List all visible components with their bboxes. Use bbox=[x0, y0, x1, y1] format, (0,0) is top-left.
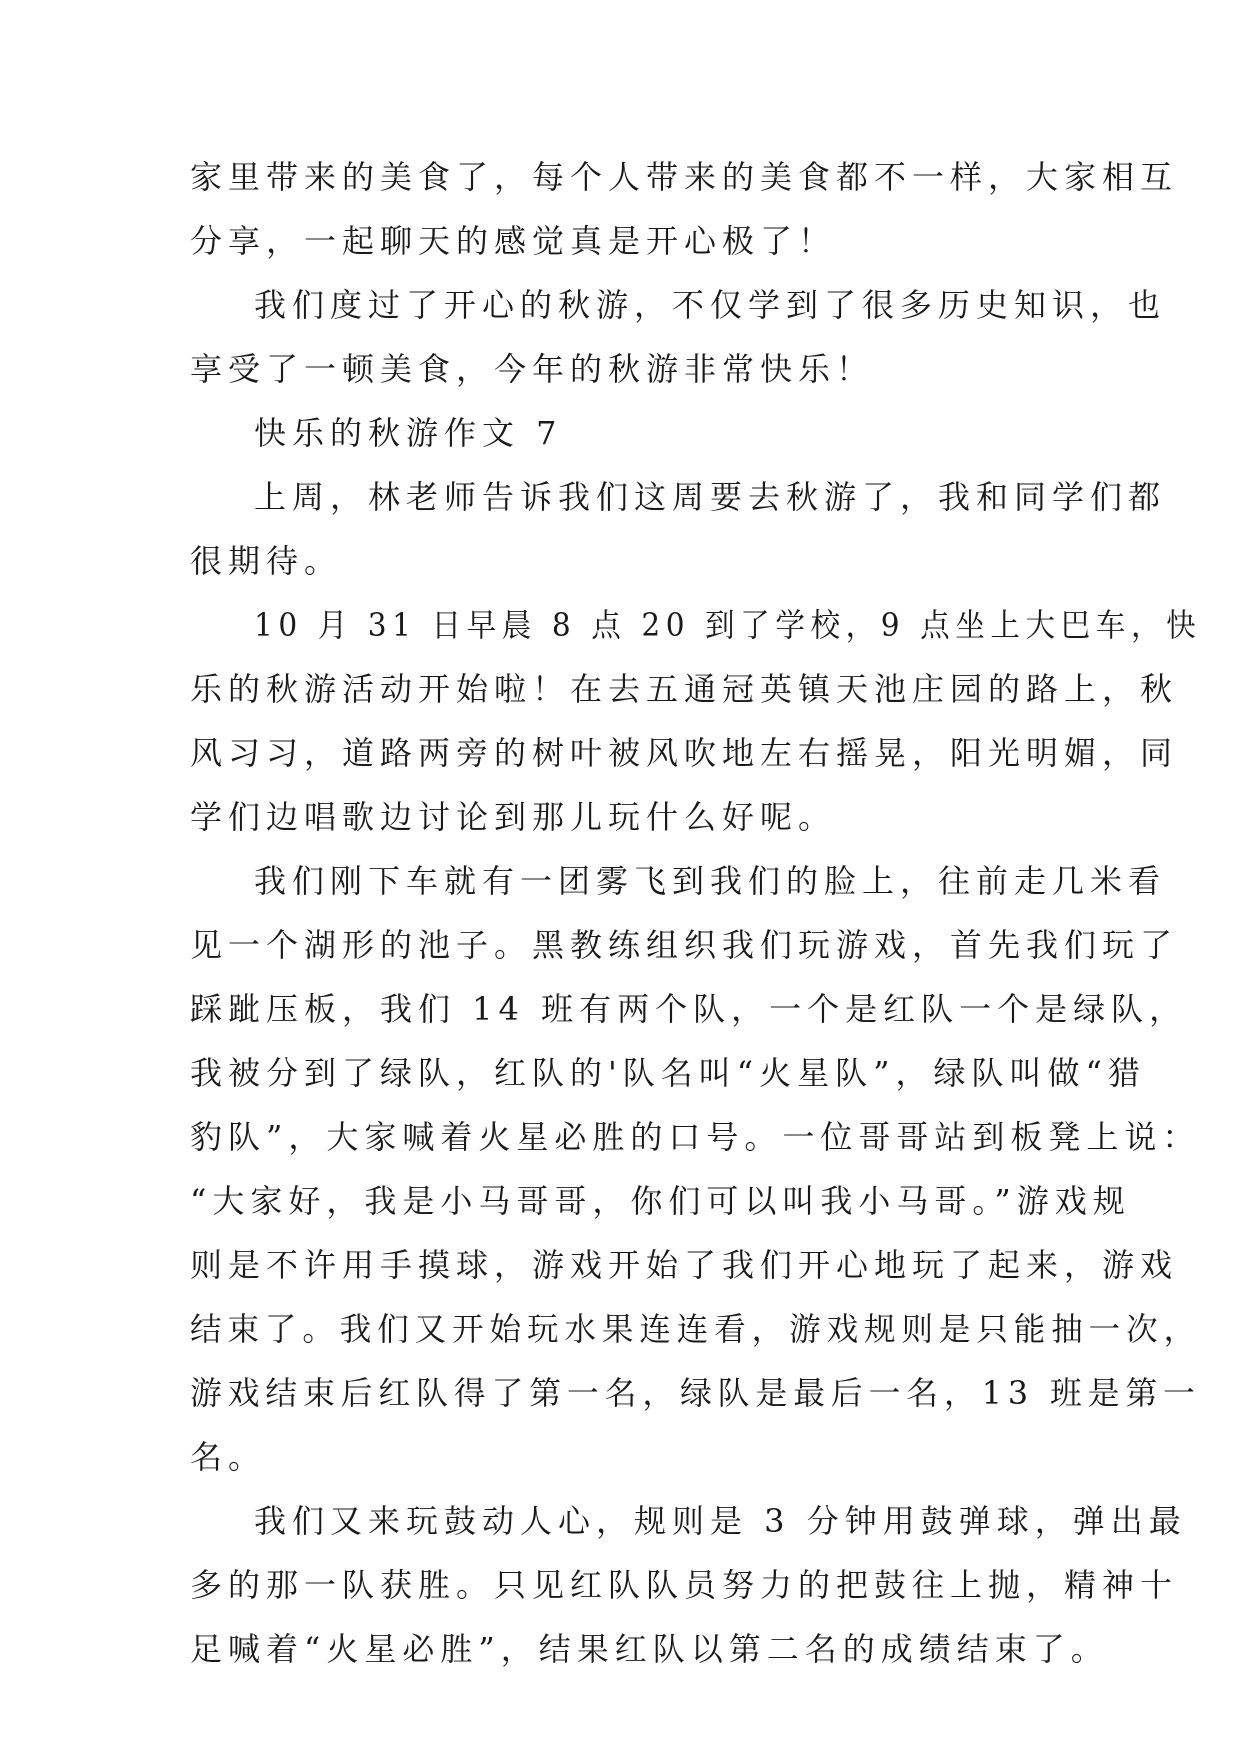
text-line-16: 豹队”，大家喊着火星必胜的口号。一位哥哥站到板凳上说： bbox=[190, 1118, 1201, 1156]
text-line-4: 享受了一顿美食，今年的秋游非常快乐！ bbox=[190, 350, 875, 388]
text-line-2: 分享，一起聊天的感觉真是开心极了！ bbox=[190, 222, 837, 260]
text-line-23: 多的那一队获胜。只见红队队员努力的把鼓往上抛，精神十 bbox=[190, 1566, 1179, 1604]
text-line-3: 我们度过了开心的秋游，不仅学到了很多历史知识，也 bbox=[254, 286, 1167, 324]
text-line-13: 见一个湖形的池子。黑教练组织我们玩游戏，首先我们玩了 bbox=[190, 926, 1179, 964]
text-line-24: 足喊着“火星必胜”，结果红队以第二名的成绩结束了。 bbox=[190, 1630, 1109, 1668]
text-line-14: 踩跐压板，我们 14 班有两个队，一个是红队一个是绿队， bbox=[190, 990, 1188, 1028]
text-line-18: 则是不许用手摸球，游戏开始了我们开心地玩了起来，游戏 bbox=[190, 1246, 1179, 1284]
text-line-11: 学们边唱歌边讨论到那儿玩什么好呢。 bbox=[190, 798, 837, 836]
text-line-9: 乐的秋游活动开始啦！在去五通冠英镇天池庄园的路上，秋 bbox=[190, 670, 1179, 708]
text-line-1: 家里带来的美食了，每个人带来的美食都不一样，大家相互 bbox=[190, 158, 1179, 196]
text-line-20: 游戏结束后红队得了第一名，绿队是最后一名，13 班是第一 bbox=[190, 1374, 1201, 1412]
text-line-8: 10 月 31 日早晨 8 点 20 到了学校，9 点坐上大巴车，快 bbox=[254, 606, 1202, 644]
text-line-22: 我们又来玩鼓动人心，规则是 3 分钟用鼓弹球，弹出最 bbox=[254, 1502, 1187, 1540]
text-line-6: 上周，林老师告诉我们这周要去秋游了，我和同学们都 bbox=[254, 478, 1167, 516]
text-line-21: 名。 bbox=[190, 1438, 267, 1476]
text-line-7: 很期待。 bbox=[190, 542, 343, 580]
section-heading: 快乐的秋游作文 7 bbox=[254, 414, 563, 452]
text-line-17: “大家好，我是小马哥哥，你们可以叫我小马哥。”游戏规 bbox=[190, 1182, 1131, 1220]
text-line-10: 风习习，道路两旁的树叶被风吹地左右摇晃，阳光明媚，同 bbox=[190, 734, 1179, 772]
text-line-15: 我被分到了绿队，红队的'队名叫“火星队”，绿队叫做“猎 bbox=[190, 1054, 1146, 1092]
text-line-12: 我们刚下车就有一团雾飞到我们的脸上，往前走几米看 bbox=[254, 862, 1167, 900]
text-line-19: 结束了。我们又开始玩水果连连看，游戏规则是只能抽一次， bbox=[190, 1310, 1202, 1348]
